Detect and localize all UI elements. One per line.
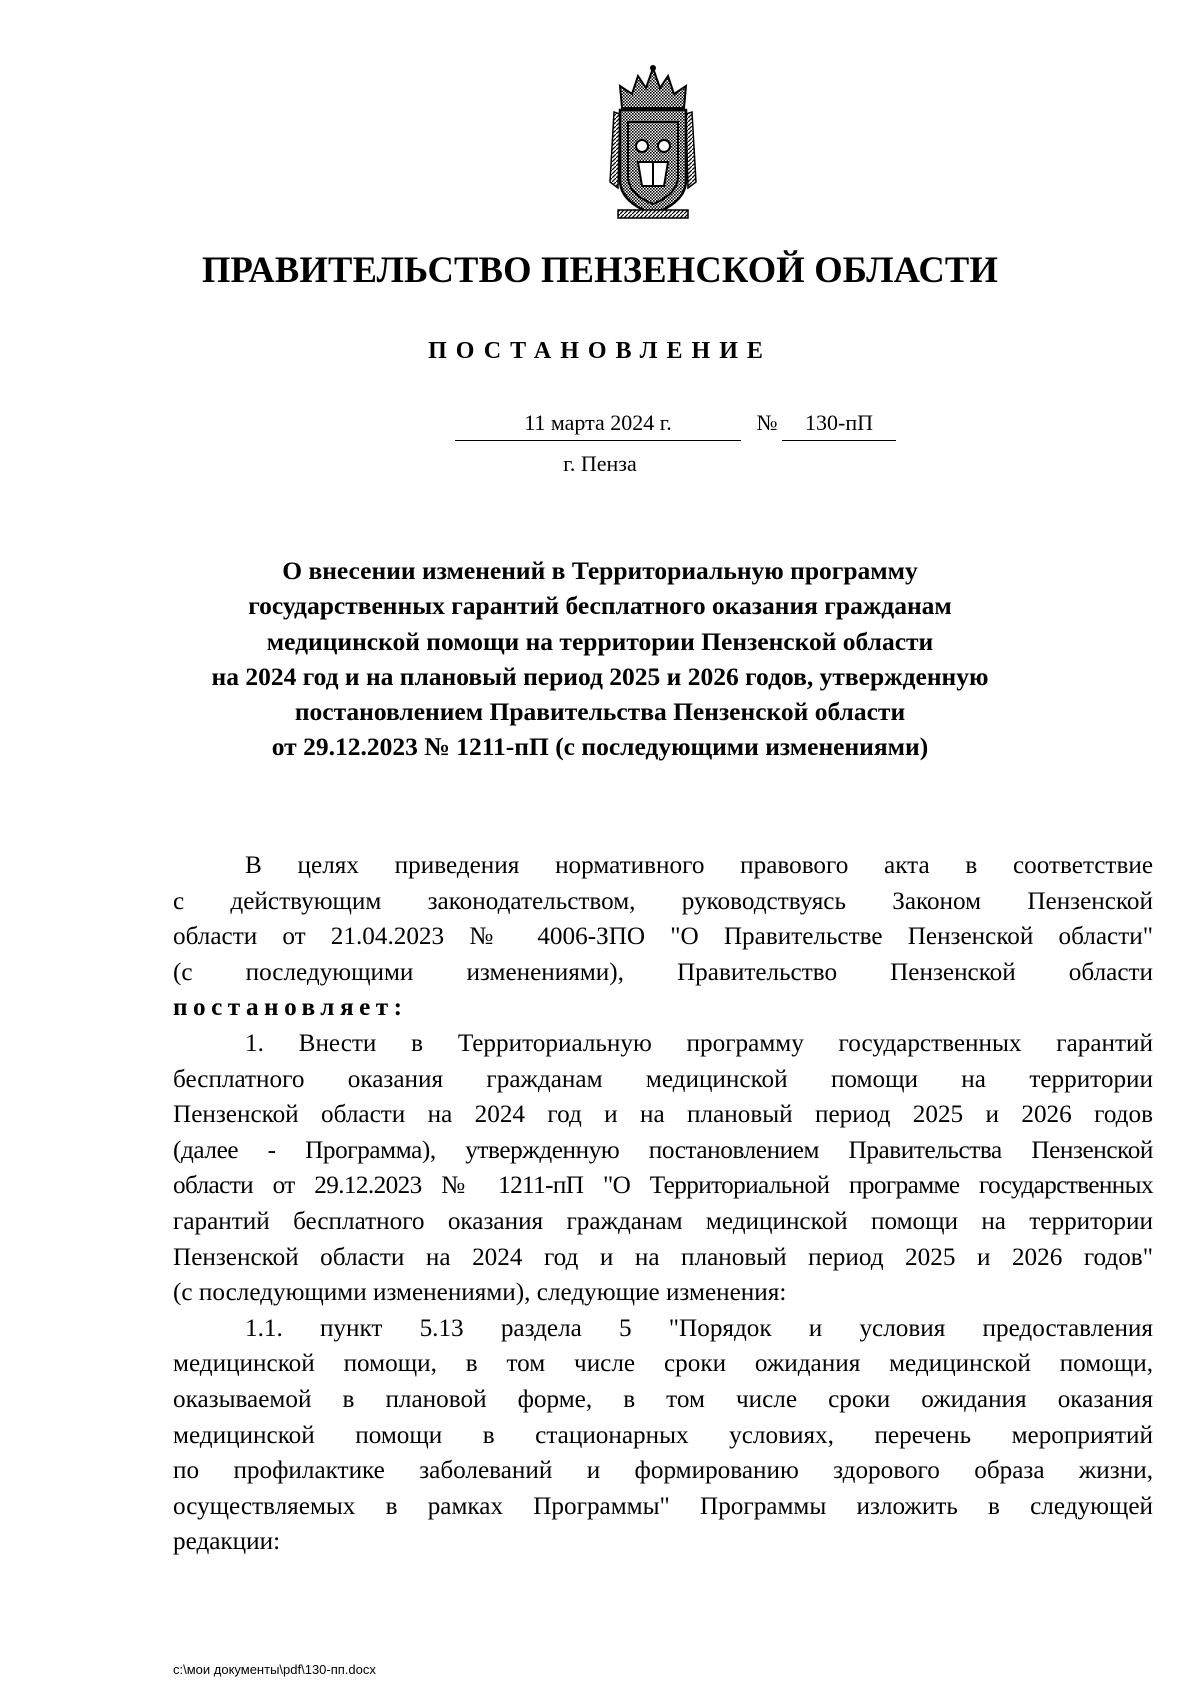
coat-of-arms-icon — [608, 62, 698, 220]
document-body — [173, 848, 1153, 1560]
item-1-line: бесплатного оказания гражданам медицинской помощи на территории — [173, 1065, 1153, 1093]
item-1-line: гарантий бесплатного оказания гражданам медицинской помощи на территории — [173, 1207, 1153, 1235]
item-1-line: Пензенской области на 2024 год и на плановый период 2025 и 2026 годов — [173, 1101, 1153, 1129]
document-type: ПОСТАНОВЛЕНИЕ — [428, 338, 772, 364]
item-1-1-line: по профилактике заболеваний и формированию здорового образа жизни, — [173, 1457, 1153, 1485]
footer-file-path: c:\мои документы\pdf\130-пп.docx — [173, 1662, 376, 1677]
number-sign: № — [756, 410, 778, 435]
document-subject — [150, 553, 1050, 765]
preamble-line: (с последующими изменениями), Правительство Пензенской области — [173, 958, 1153, 986]
preamble-line: В целях приведения нормативного правового акта в соответствие — [245, 852, 1153, 879]
item-1-1-line: медицинской помощи, в том числе сроки ожидания медицинской помощи, — [173, 1350, 1153, 1378]
item-1-line: (далее - Программа), утвержденную постановлением Правительства Пензенской — [173, 1136, 1153, 1164]
subject-line: О внесении изменений в Территориальную программу — [282, 556, 918, 585]
item-1-1-line: редакции: — [173, 1528, 281, 1556]
item-1-line: Пензенской области на 2024 год и на плановый период 2025 и 2026 годов" — [173, 1243, 1153, 1271]
preamble-line: с действующим законодательством, руководствуясь Законом Пензенской — [173, 887, 1153, 915]
item-1-1-line: медицинской помощи в стационарных условиях, перечень мероприятий — [173, 1421, 1153, 1449]
item-1-1-line: оказываемой в плановой форме, в том числе сроки ожидания оказания — [173, 1385, 1153, 1413]
subject-line: постановлением Правительства Пензенской области — [294, 697, 906, 727]
item-1-1-line: осуществляемых в рамках Программы" Программы изложить в следующей — [173, 1492, 1153, 1520]
subject-line: на 2024 год и на плановый период 2025 и 2026 годов, утвержденную — [211, 661, 989, 691]
subject-line: государственных гарантий бесплатного оказания гражданам — [248, 591, 952, 621]
government-title: ПРАВИТЕЛЬСТВО ПЕНЗЕНСКОЙ ОБЛАСТИ — [201, 249, 999, 290]
subject-line: от 29.12.2023 № 1211-пП (с последующими изменениями) — [271, 732, 929, 762]
document-city: г. Пенза — [563, 451, 637, 476]
resolves-word: постановляет: — [173, 994, 408, 1022]
preamble-line: области от 21.04.2023 № 4006-ЗПО "О Правительстве Пензенской области" — [173, 923, 1153, 951]
item-1-line: 1. Внести в Территориальную программу государственных гарантий — [245, 1029, 1153, 1057]
item-1-1-line: 1.1. пункт 5.13 раздела 5 "Порядок и условия предоставления — [245, 1314, 1153, 1342]
subject-line: медицинской помощи на территории Пензенской области — [266, 626, 934, 656]
document-number: 130-пП — [782, 410, 896, 441]
item-1-line: (с последующими изменениями), следующие изменения: — [173, 1279, 787, 1307]
item-1-line: области от 29.12.2023 № 1211-пП "О Территориальной программе государственных — [173, 1172, 1153, 1200]
document-date: 11 марта 2024 г. — [455, 410, 741, 441]
